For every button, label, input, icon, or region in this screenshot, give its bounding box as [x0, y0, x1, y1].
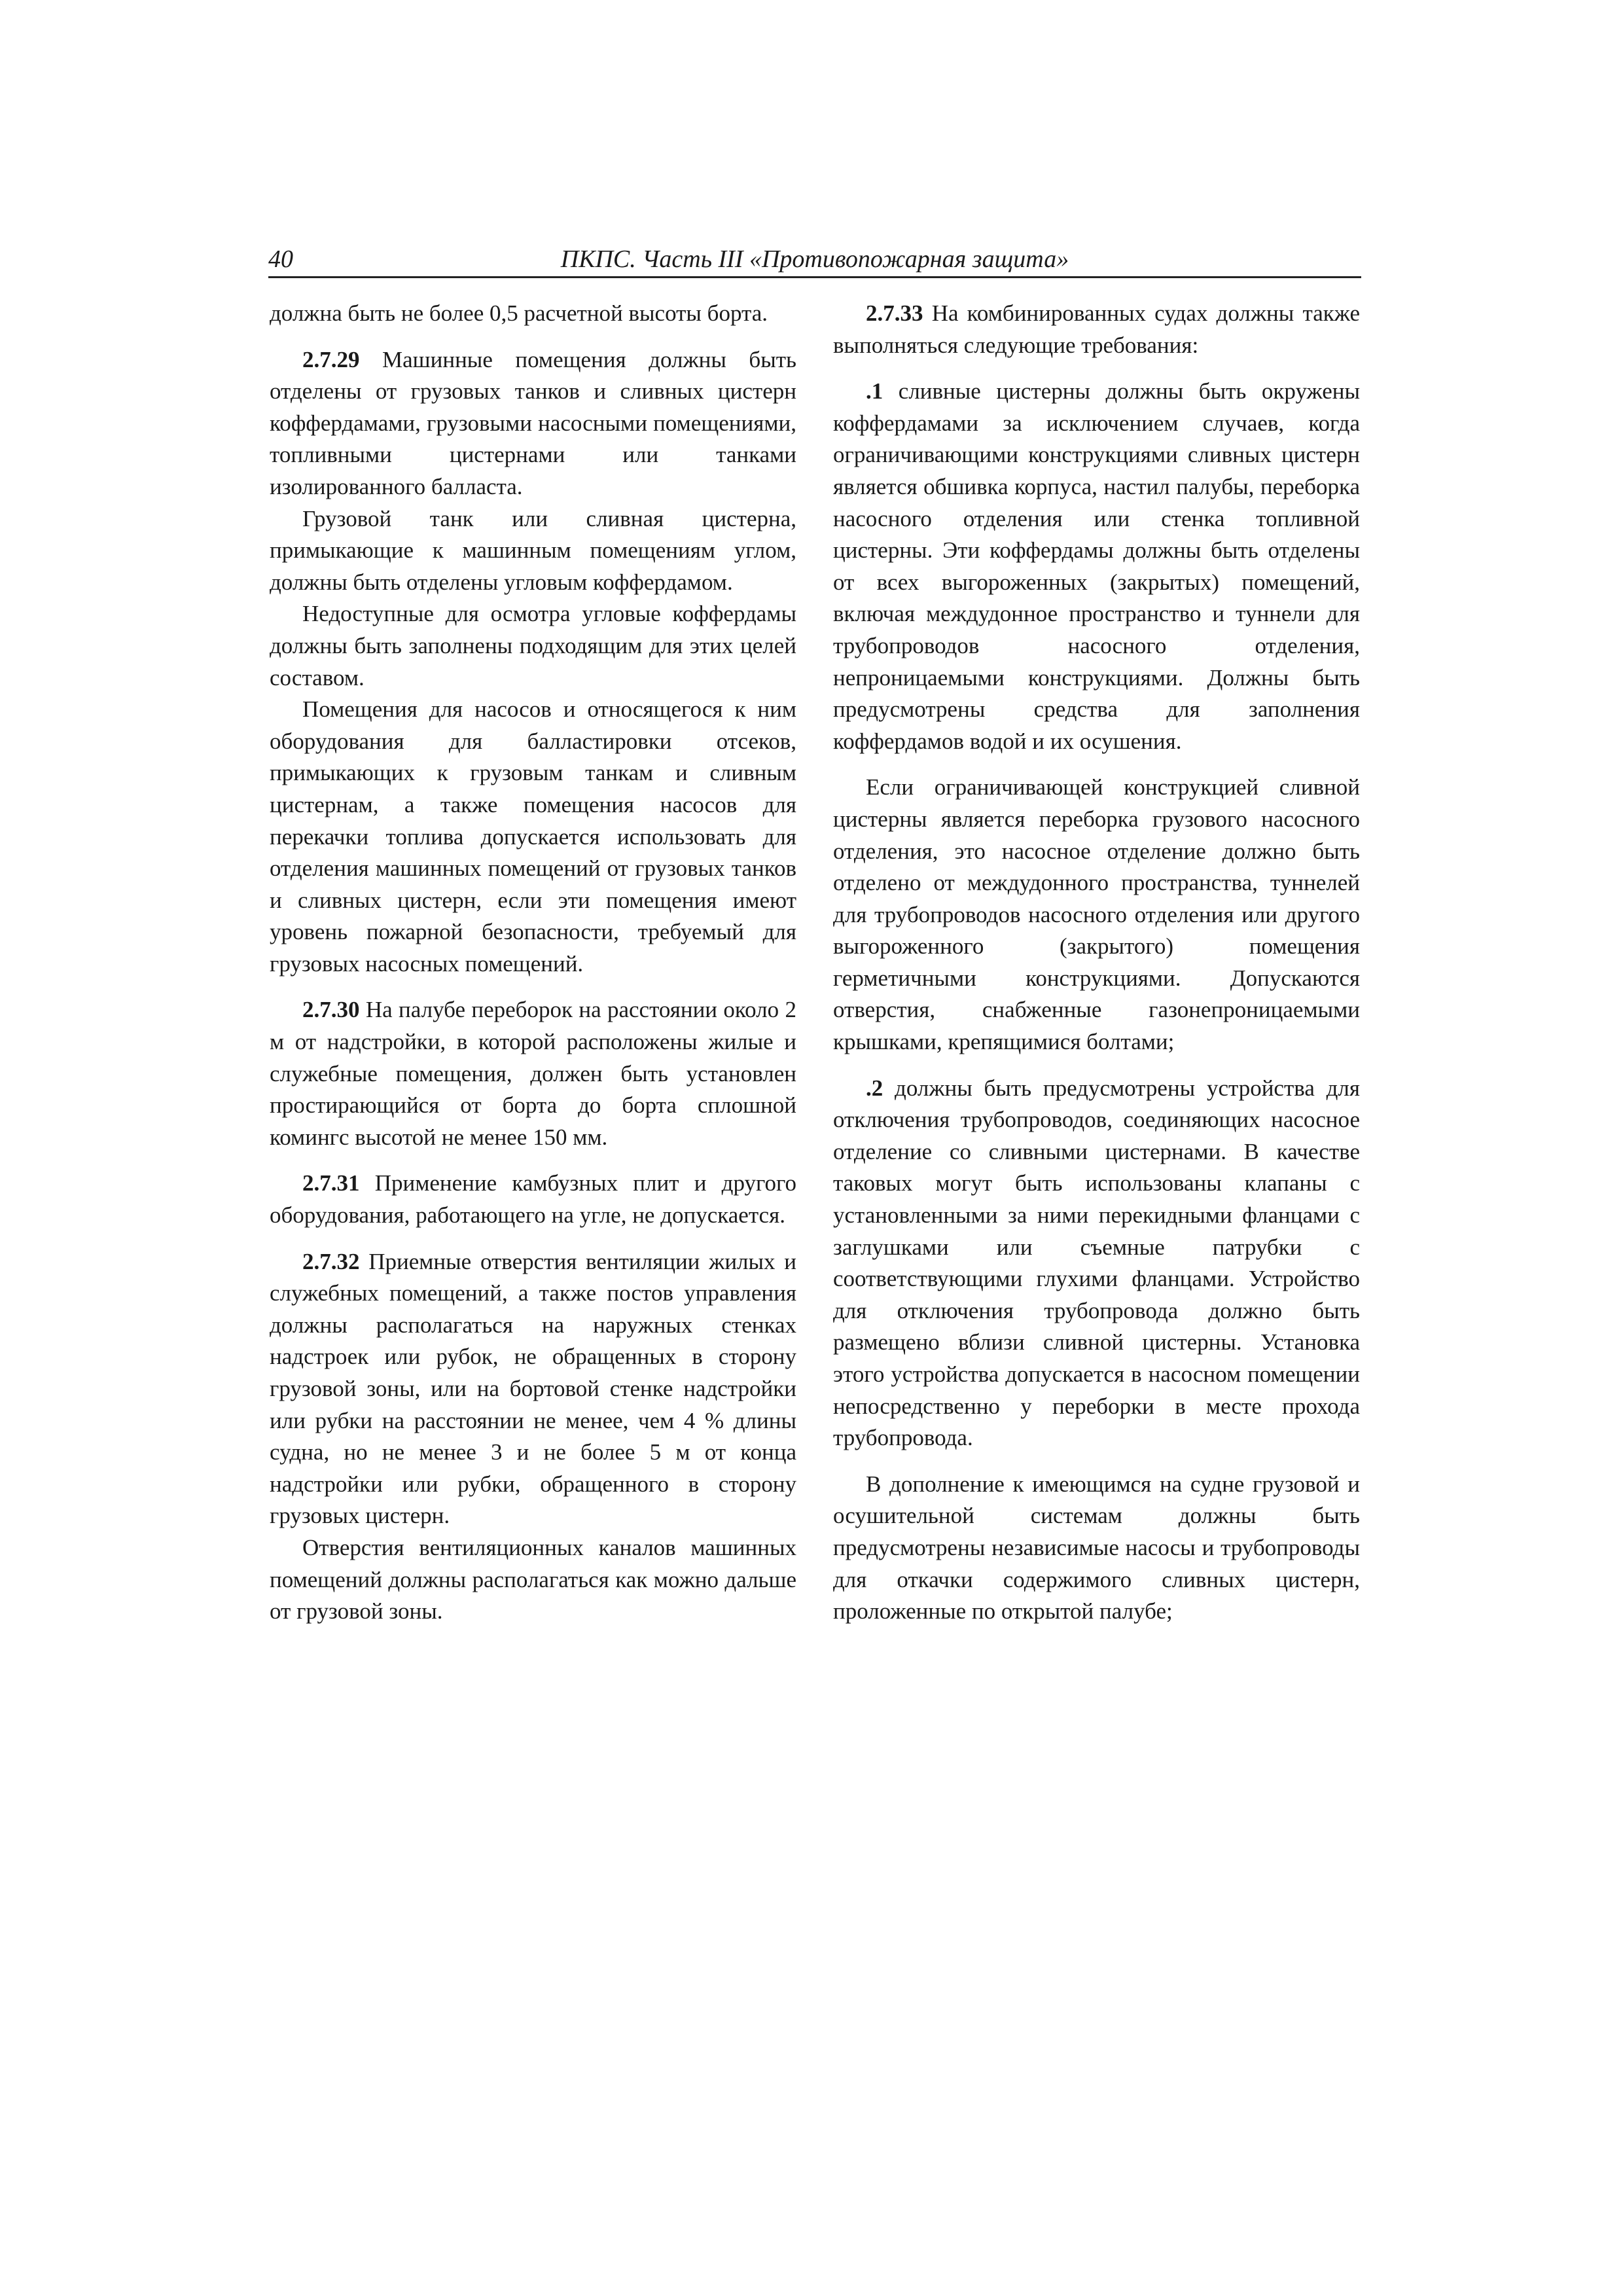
item-text: должны быть предусмотрены устройства для отключения трубопроводов, соединяющих насосное отделение со сливными цистернами. В качестве таковых могут быть использованы клапаны с установленными за ними перекидными фланцами с заглушками или съемные патрубки с соответствующими глухими фланцами. Устройство для отключения трубопровода должно быть размещено вблизи сливной цистерны. Установка этого устройства допускается в насосном помещении непосредственно у переборки в месте прохода трубопровода. — [833, 1075, 1360, 1451]
section-text: На комбинированных судах должны также выполняться следующие требования: — [833, 300, 1360, 358]
paragraph: Отверстия вентиляционных каналов машинных помещений должны располагаться как можно дальше от грузовой зоны. — [270, 1534, 796, 1624]
section-2-7-33 — [833, 298, 1360, 361]
item-number: .1 — [866, 378, 883, 404]
item-2 — [833, 1073, 1360, 1454]
section-number: 2.7.31 — [302, 1170, 360, 1196]
section-number: 2.7.33 — [866, 300, 923, 326]
section-text: На палубе переборок на расстоянии около 2 м от надстройки, в которой расположены жилые и служебные помещения, должен быть установлен простирающийся от борта до борта сплошной комингс высотой не менее 150 мм. — [270, 997, 796, 1150]
section-2-7-32 — [270, 1246, 796, 1532]
paragraph: Помещения для насосов и относящегося к ним оборудования для балластировки отсеков, примыкающих к грузовым танкам и сливным цистернам, а также помещения насосов для перекачки топлива допускается использовать для отделения машинных помещений от грузовых танков и сливных цистерн, если эти помещения имеют уровень пожарной безопасности, требуемый для грузовых насосных помещений. — [270, 696, 796, 977]
paragraph: Если ограничивающей конструкцией сливной цистерны является переборка грузового насосного отделения, это насосное отделение должно быть отделено от междудонного пространства, туннелей для трубопроводов насосного отделения или другого выгороженного (закрытого) помещения герметичными конструкциями. Допускаются отверстия, снабженные газонепроницаемыми крышками, крепящимися болтами; — [833, 774, 1360, 1055]
page-header — [268, 242, 1361, 278]
paragraph: Грузовой танк или сливная цистерна, примыкающие к машинным помещениям углом, должны быть отделены угловым коффердамом. — [270, 505, 796, 595]
page-number: 40 — [268, 245, 293, 273]
paragraph: должна быть не более 0,5 расчетной высоты борта. — [270, 300, 768, 326]
section-text: Применение камбузных плит и другого оборудования, работающего на угле, не допускается. — [270, 1170, 796, 1229]
item-text: сливные цистерны должны быть окружены коффердамами за исключением случаев, когда ограничивающими конструкциями сливных цистерн является обшивка корпуса, настил палубы, переборка насосного отделения или стенка топливной цистерны. Эти коффердамы должны быть отделены от всех выгороженных (закрытых) помещений, включая междудонное пространство и туннели для трубопроводов насосного отделения, непроницаемыми конструкциями. Должны быть предусмотрены средства для заполнения коффердамов водой и их осушения. — [833, 378, 1360, 754]
section-2-7-31 — [270, 1168, 796, 1231]
section-number: 2.7.29 — [302, 346, 360, 372]
section-number: 2.7.32 — [302, 1248, 360, 1274]
paragraph: Недоступные для осмотра угловые коффердамы должны быть заполнены подходящим для этих целей составом. — [270, 601, 796, 691]
right-column — [833, 298, 1360, 1628]
section-number: 2.7.30 — [302, 997, 360, 1023]
item-number: .2 — [866, 1075, 883, 1101]
running-title: ПКПС. Часть III «Противопожарная защита» — [560, 245, 1069, 273]
section-text: Приемные отверстия вентиляции жилых и служебных помещений, а также постов управления должны располагаться на наружных стенках надстроек или рубок, не обращенных в сторону грузовой зоны, или на бортовой стенке надстройки или рубки на расстоянии не менее, чем 4 % длины судна, но не менее 3 и не более 5 м от конца надстройки или рубки, обращенного в сторону грузовых цистерн. — [270, 1248, 796, 1529]
section-2-7-29 — [270, 344, 796, 503]
section-text: Машинные помещения должны быть отделены от грузовых танков и сливных цистерн коффердамами, грузовыми насосными помещениями, топливными цистернами или танками изолированного балласта. — [270, 346, 796, 499]
item-1 — [833, 376, 1360, 757]
left-column — [270, 298, 796, 1628]
paragraph: В дополнение к имеющимся на судне грузовой и осушительной системам должны быть предусмотрены независимые насосы и трубопроводы для откачки содержимого сливных цистерн, проложенные по открытой палубе; — [833, 1471, 1360, 1624]
section-2-7-30 — [270, 994, 796, 1153]
